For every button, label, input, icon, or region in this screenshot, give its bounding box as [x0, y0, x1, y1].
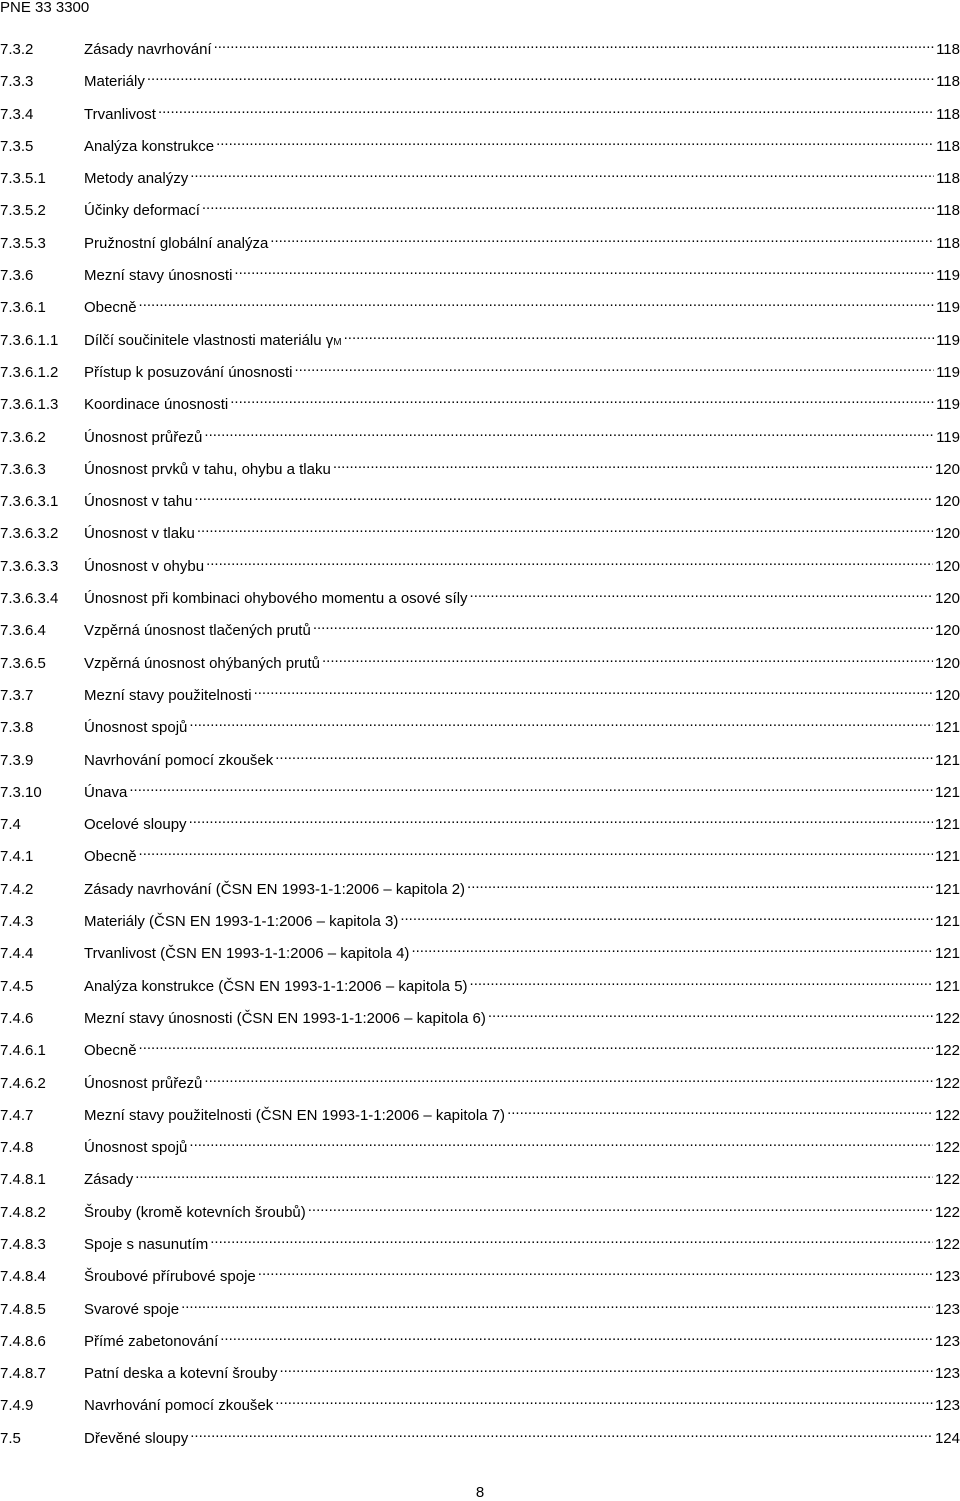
toc-entry-title-text: Navrhování pomocí zkoušek	[84, 751, 274, 769]
toc-dot-leader	[400, 906, 933, 926]
toc-dot-leader	[308, 1197, 933, 1217]
toc-entry[interactable]	[0, 131, 960, 163]
toc-entry-title	[84, 325, 342, 359]
toc-entry[interactable]	[0, 874, 960, 906]
toc-dot-leader	[210, 1229, 933, 1249]
toc-entry-title-text: Mezní stavy únosnosti	[84, 267, 233, 285]
toc-entry[interactable]	[0, 486, 960, 518]
toc-entry[interactable]	[0, 551, 960, 583]
toc-dot-leader	[507, 1100, 933, 1120]
toc-entry-title	[84, 938, 409, 970]
toc-entry-number: 7.3.9	[0, 751, 34, 769]
toc-entry-page: 119	[936, 299, 960, 317]
toc-entry-page: 121	[934, 816, 960, 834]
toc-entry-title-text: Trvanlivost (ČSN EN 1993-1-1:2006 – kapitola 4)	[84, 945, 410, 963]
toc-dot-leader	[470, 583, 933, 603]
toc-entry-number: 7.3.2	[0, 41, 34, 58]
toc-entry-title-text: Navrhování pomocí zkoušek	[84, 1397, 274, 1415]
toc-entry[interactable]	[0, 357, 960, 389]
toc-dot-leader	[216, 131, 934, 151]
toc-entry-page: 121	[934, 719, 960, 737]
toc-dot-leader	[279, 1358, 933, 1378]
toc-entry-number: 7.3.6	[0, 267, 34, 285]
toc-entry-title-text: Vzpěrná únosnost ohýbaných prutů	[84, 654, 320, 672]
toc-entry-number: 7.4.6	[0, 1009, 34, 1027]
toc-entry-page: 121	[934, 783, 960, 801]
toc-entry-title-text: Zásady	[84, 1171, 134, 1189]
toc-entry-number: 7.4.7	[0, 1106, 34, 1124]
toc-dot-leader	[254, 680, 933, 700]
toc-entry-number: 7.3.3	[0, 73, 34, 91]
toc-entry-title	[84, 874, 465, 906]
toc-entry-page: 118	[936, 202, 960, 220]
toc-entry-subscript: M	[333, 336, 342, 348]
toc-entry-title	[84, 357, 292, 389]
toc-dot-leader	[214, 34, 935, 54]
toc-entry[interactable]	[0, 1229, 960, 1261]
toc-entry[interactable]	[0, 1326, 960, 1358]
toc-entry-number: 7.3.6.1.3	[0, 396, 59, 414]
toc-entry[interactable]	[0, 971, 960, 1003]
toc-dot-leader	[467, 874, 933, 894]
toc-entry-number: 7.3.6.3	[0, 460, 46, 478]
toc-entry[interactable]	[0, 1294, 960, 1326]
toc-entry-title-text: Zásady navrhování (ČSN EN 1993-1-1:2006 – kapitola 2)	[84, 880, 466, 898]
toc-dot-leader	[234, 260, 934, 280]
toc-entry-title-text: Únosnost prvků v tahu, ohybu a tlaku	[84, 460, 331, 478]
toc-entry-number: 7.4.8.4	[0, 1268, 46, 1286]
toc-entry-number: 7.4.8.5	[0, 1300, 46, 1318]
toc-entry-number: 7.4.6.2	[0, 1074, 46, 1092]
toc-entry-title	[84, 1035, 137, 1067]
toc-entry-page: 118	[936, 234, 960, 252]
toc-entry-page: 118	[936, 170, 960, 188]
toc-entry-title	[84, 971, 468, 1003]
toc-entry-number: 7.4.3	[0, 913, 34, 931]
toc-entry-number: 7.3.6.2	[0, 428, 46, 446]
toc-entry[interactable]	[0, 1068, 960, 1100]
toc-entry-title-text: Šroubové přírubové spoje	[84, 1268, 256, 1286]
toc-entry-number: 7.3.6.1	[0, 299, 46, 317]
toc-entry-title	[84, 648, 320, 680]
toc-entry-number: 7.4.8.3	[0, 1235, 46, 1253]
toc-dot-leader	[204, 422, 934, 442]
toc-entry-title-text: Obecně	[84, 848, 137, 866]
toc-entry-title-text: Únosnost spojů	[84, 719, 188, 737]
toc-entry-title-text: Ocelové sloupy	[84, 816, 187, 834]
toc-entry-number: 7.3.5.2	[0, 202, 46, 220]
toc-entry-page: 122	[934, 1106, 960, 1124]
toc-entry-page: 120	[934, 622, 960, 640]
toc-entry-title	[84, 680, 252, 712]
toc-entry-number: 7.4.9	[0, 1397, 34, 1415]
toc-entry-number: 7.4.8.1	[0, 1171, 46, 1189]
toc-entry-title-text: Trvanlivost	[84, 105, 156, 123]
toc-entry[interactable]	[0, 777, 960, 809]
toc-entry-title	[84, 1229, 208, 1261]
toc-entry[interactable]	[0, 1423, 960, 1455]
toc-dot-leader	[470, 971, 933, 991]
toc-entry-number: 7.3.6.1.2	[0, 363, 59, 381]
toc-dot-leader	[344, 325, 934, 345]
toc-entry-title-text: Dílčí součinitele vlastnosti materiálu γ	[84, 331, 334, 349]
toc-entry-number: 7.3.7	[0, 686, 34, 704]
toc-entry[interactable]	[0, 1100, 960, 1132]
toc-entry-title	[84, 228, 268, 260]
toc-entry-title-text: Mezní stavy únosnosti (ČSN EN 1993-1-1:2006 – kapitola 6)	[84, 1009, 486, 1027]
toc-entry-title	[84, 389, 228, 421]
toc-entry-title-text: Mezní stavy použitelnosti	[84, 686, 252, 704]
toc-entry-page: 123	[934, 1397, 960, 1415]
toc-dot-leader	[258, 1261, 933, 1281]
toc-entry-title-text: Šrouby (kromě kotevních šroubů)	[84, 1203, 306, 1221]
toc-entry-title	[84, 1294, 179, 1326]
toc-entry-number: 7.3.5.1	[0, 170, 46, 188]
toc-entry[interactable]	[0, 712, 960, 744]
toc-dot-leader	[181, 1294, 933, 1314]
toc-entry-number: 7.3.6.1.1	[0, 331, 59, 349]
toc-dot-leader	[220, 1326, 933, 1346]
toc-entry-page: 118	[936, 105, 960, 123]
toc-entry-page: 123	[934, 1332, 960, 1350]
toc-entry-title-text: Únosnost při kombinaci ohybového momentu a osové síly	[84, 590, 468, 608]
toc-entry-page: 122	[934, 1203, 960, 1221]
toc-entry-title	[84, 66, 145, 98]
toc-entry[interactable]	[0, 163, 960, 195]
toc-entry-number: 7.3.10	[0, 783, 42, 801]
toc-entry-title	[84, 99, 156, 131]
toc-entry[interactable]	[0, 195, 960, 227]
toc-entry[interactable]	[0, 680, 960, 712]
toc-entry-number: 7.3.5	[0, 137, 34, 155]
toc-entry-page: 118	[936, 41, 960, 58]
toc-entry-title	[84, 712, 187, 744]
toc-entry-title	[84, 1326, 218, 1358]
toc-dot-leader	[190, 163, 934, 183]
toc-entry-title	[84, 551, 204, 583]
toc-entry[interactable]	[0, 325, 960, 357]
toc-entry[interactable]	[0, 1197, 960, 1229]
toc-entry-title	[84, 1003, 486, 1035]
toc-entry[interactable]	[0, 1035, 960, 1067]
toc-dot-leader	[202, 195, 934, 215]
toc-entry-page: 120	[934, 525, 960, 543]
toc-entry[interactable]	[0, 1358, 960, 1390]
toc-entry[interactable]	[0, 66, 960, 98]
toc-entry-number: 7.3.6.5	[0, 654, 46, 672]
toc-entry[interactable]	[0, 389, 960, 421]
toc-entry-title-text: Metody analýzy	[84, 170, 189, 188]
toc-dot-leader	[275, 745, 933, 765]
toc-entry-number: 7.3.6.4	[0, 622, 46, 640]
document-header: PNE 33 3300	[0, 0, 90, 16]
toc-entry-page: 123	[934, 1365, 960, 1383]
toc-entry[interactable]	[0, 260, 960, 292]
toc-entry-title	[84, 583, 468, 615]
toc-entry-title-text: Přístup k posuzování únosnosti	[84, 363, 293, 381]
toc-entry-title	[84, 260, 232, 292]
toc-dot-leader	[206, 551, 933, 571]
toc-entry-page: 120	[934, 493, 960, 511]
toc-entry[interactable]	[0, 648, 960, 680]
toc-entry-number: 7.4.8.7	[0, 1365, 46, 1383]
toc-entry-page: 124	[934, 1429, 960, 1447]
toc-entry-title	[84, 1390, 273, 1422]
toc-entry-number: 7.4.6.1	[0, 1042, 46, 1060]
toc-entry-title	[84, 454, 331, 486]
toc-entry[interactable]	[0, 1390, 960, 1422]
toc-entry-number: 7.4.2	[0, 880, 34, 898]
toc-entry-title	[84, 195, 200, 227]
toc-entry-page: 119	[936, 396, 960, 414]
toc-dot-leader	[230, 389, 934, 409]
toc-dot-leader	[139, 841, 933, 861]
toc-entry-page: 121	[934, 913, 960, 931]
toc-entry[interactable]	[0, 99, 960, 131]
toc-dot-leader	[135, 1164, 933, 1184]
page-number: 8	[475, 1484, 485, 1501]
toc-entry-title	[84, 841, 137, 873]
toc-entry[interactable]	[0, 583, 960, 615]
toc-entry[interactable]	[0, 34, 960, 66]
toc-entry-title-text: Obecně	[84, 1042, 137, 1060]
toc-entry-title	[84, 906, 398, 938]
toc-entry-title	[84, 486, 192, 518]
toc-dot-leader	[294, 357, 934, 377]
toc-entry-title	[84, 1423, 188, 1455]
toc-entry-title	[84, 745, 273, 777]
toc-entry-number: 7.4.8.2	[0, 1203, 46, 1221]
toc-entry-title	[84, 777, 127, 809]
toc-entry-page: 118	[936, 73, 960, 91]
toc-entry-title-text: Únosnost spojů	[84, 1139, 188, 1157]
toc-dot-leader	[189, 809, 933, 829]
toc-entry-number: 7.3.6.3.2	[0, 525, 59, 543]
toc-entry-title-text: Pružnostní globální analýza	[84, 234, 269, 252]
toc-entry-title-text: Obecně	[84, 299, 137, 317]
toc-entry-number: 7.4.8.6	[0, 1332, 46, 1350]
toc-entry-title-text: Koordinace únosnosti	[84, 396, 229, 414]
toc-dot-leader	[275, 1390, 933, 1410]
toc-entry-title-text: Přímé zabetonování	[84, 1332, 219, 1350]
toc-entry-title-text: Analýza konstrukce (ČSN EN 1993-1-1:2006 – kapitola 5)	[84, 977, 468, 995]
toc-entry-page: 121	[934, 945, 960, 963]
toc-entry-title	[84, 1164, 133, 1196]
toc-entry-title-text: Mezní stavy použitelnosti (ČSN EN 1993-1-1:2006 – kapitola 7)	[84, 1106, 506, 1124]
toc-entry-number: 7.5	[0, 1429, 21, 1447]
toc-entry-page: 120	[934, 686, 960, 704]
toc-entry-page: 119	[936, 428, 960, 446]
toc-dot-leader	[411, 938, 933, 958]
toc-entry-page: 120	[934, 654, 960, 672]
toc-dot-leader	[190, 1423, 933, 1443]
toc-entry-title-text: Dřevěné sloupy	[84, 1429, 189, 1447]
toc-dot-leader	[313, 615, 933, 635]
toc-entry[interactable]	[0, 841, 960, 873]
toc-entry[interactable]	[0, 906, 960, 938]
toc-entry-page: 119	[936, 363, 960, 381]
toc-entry-title-text: Únava	[84, 783, 128, 801]
toc-dot-leader	[139, 292, 935, 312]
toc-entry[interactable]	[0, 1132, 960, 1164]
toc-entry-page: 122	[934, 1009, 960, 1027]
toc-dot-leader	[139, 1035, 933, 1055]
toc-dot-leader	[147, 66, 934, 86]
toc-entry-title-text: Únosnost v tlaku	[84, 525, 195, 543]
toc-entry[interactable]	[0, 292, 960, 324]
toc-dot-leader	[158, 99, 934, 119]
toc-entry-page: 120	[934, 460, 960, 478]
toc-entry-title-text: Únosnost průřezů	[84, 1074, 203, 1092]
toc-entry[interactable]	[0, 454, 960, 486]
toc-entry-page: 121	[934, 880, 960, 898]
toc-entry-page: 118	[936, 137, 960, 155]
toc-entry-title-text: Materiály (ČSN EN 1993-1-1:2006 – kapitola 3)	[84, 913, 399, 931]
toc-entry-page: 123	[934, 1268, 960, 1286]
toc-entry-title	[84, 809, 187, 841]
toc-entry-number: 7.3.6.3.1	[0, 493, 59, 511]
toc-entry[interactable]	[0, 809, 960, 841]
toc-entry-title-text: Vzpěrná únosnost tlačených prutů	[84, 622, 311, 640]
toc-entry-title	[84, 518, 195, 550]
toc-entry[interactable]	[0, 1261, 960, 1293]
toc-entry-page: 120	[934, 590, 960, 608]
toc-entry-number: 7.3.5.3	[0, 234, 46, 252]
toc-entry[interactable]	[0, 228, 960, 260]
toc-entry-title	[84, 422, 202, 454]
toc-entry-page: 122	[934, 1171, 960, 1189]
toc-entry-title	[84, 34, 212, 66]
toc-entry-page: 119	[936, 331, 960, 349]
toc-entry-title-text: Únosnost v ohybu	[84, 557, 205, 575]
toc-entry-page: 122	[934, 1042, 960, 1060]
toc-entry-title-text: Únosnost v tahu	[84, 493, 193, 511]
toc-dot-leader	[270, 228, 934, 248]
toc-dot-leader	[333, 454, 933, 474]
toc-entry-title-text: Analýza konstrukce	[84, 137, 215, 155]
toc-entry-title-text: Materiály	[84, 73, 145, 91]
toc-entry[interactable]	[0, 518, 960, 550]
toc-dot-leader	[129, 777, 933, 797]
toc-entry-title	[84, 615, 311, 647]
toc-entry-title-text: Patní deska a kotevní šrouby	[84, 1365, 278, 1383]
toc-entry-title	[84, 1068, 202, 1100]
toc-entry-number: 7.3.8	[0, 719, 34, 737]
toc-entry-page: 119	[936, 267, 960, 285]
toc-dot-leader	[189, 712, 933, 732]
toc-entry-number: 7.4.8	[0, 1139, 34, 1157]
toc-entry-number: 7.4.5	[0, 977, 34, 995]
toc-entry[interactable]	[0, 1003, 960, 1035]
toc-dot-leader	[204, 1068, 933, 1088]
toc-entry-title	[84, 1132, 187, 1164]
toc-entry-title-text: Účinky deformací	[84, 202, 200, 220]
toc-entry-title	[84, 131, 214, 163]
toc-entry-number: 7.4	[0, 816, 21, 834]
toc-entry-title	[84, 1358, 277, 1390]
toc-dot-leader	[488, 1003, 933, 1023]
toc-entry-title-text: Spoje s nasunutím	[84, 1235, 209, 1253]
toc-entry[interactable]	[0, 422, 960, 454]
toc-entry-number: 7.3.6.3.3	[0, 557, 59, 575]
toc-entry-number: 7.3.4	[0, 105, 34, 123]
toc-entry[interactable]	[0, 615, 960, 647]
toc-entry-number: 7.3.6.3.4	[0, 590, 59, 608]
toc-entry-number: 7.4.1	[0, 848, 34, 866]
toc-entry-title	[84, 163, 188, 195]
toc-entry-page: 122	[934, 1139, 960, 1157]
toc-entry-title	[84, 292, 137, 324]
toc-dot-leader	[322, 648, 933, 668]
toc-entry-page: 122	[934, 1235, 960, 1253]
table-of-contents	[0, 34, 960, 1455]
toc-entry-title	[84, 1261, 256, 1293]
toc-entry-title	[84, 1100, 505, 1132]
toc-dot-leader	[189, 1132, 933, 1152]
toc-entry-title-text: Svarové spoje	[84, 1300, 180, 1318]
toc-entry-page: 121	[934, 848, 960, 866]
toc-entry-number: 7.4.4	[0, 945, 34, 963]
toc-entry[interactable]	[0, 745, 960, 777]
toc-entry-page: 123	[934, 1300, 960, 1318]
toc-entry-page: 121	[934, 977, 960, 995]
toc-entry[interactable]	[0, 1164, 960, 1196]
toc-entry-page: 121	[934, 751, 960, 769]
toc-dot-leader	[197, 518, 933, 538]
toc-entry[interactable]	[0, 938, 960, 970]
toc-entry-title-text: Zásady navrhování	[84, 41, 212, 58]
toc-entry-title-text: Únosnost průřezů	[84, 428, 203, 446]
toc-entry-page: 120	[934, 557, 960, 575]
toc-dot-leader	[194, 486, 933, 506]
toc-entry-page: 122	[934, 1074, 960, 1092]
toc-entry-title	[84, 1197, 306, 1229]
